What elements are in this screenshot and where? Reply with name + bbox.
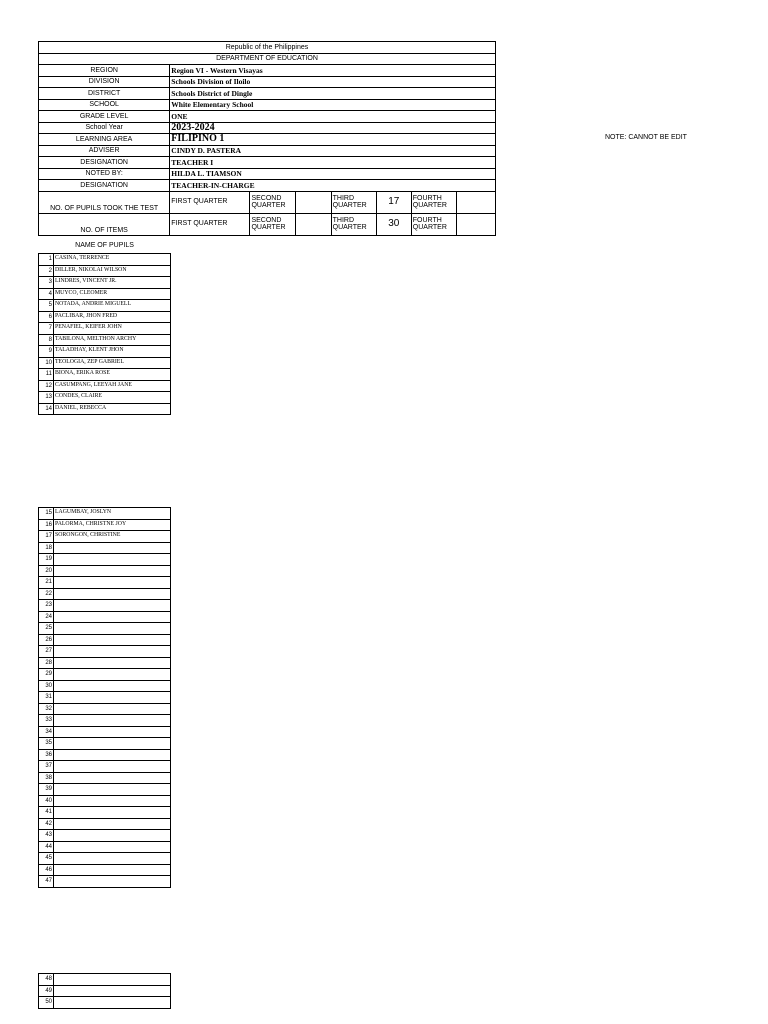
items-third-quarter-label: THIRD QUARTER [331,213,376,235]
pupil-row [39,726,171,738]
designation-label: DESIGNATION [39,157,170,169]
pupil-row [39,346,171,358]
info-row-designation [39,157,496,169]
pupil-name-cell[interactable] [54,841,171,853]
pupil-number: 4 [39,288,54,300]
pupil-name-cell[interactable] [54,600,171,612]
pupil-name-cell[interactable]: TEOLOGIA, ZEP GABRIEL [54,357,171,369]
pupil-number: 49 [39,985,54,997]
pupil-name-cell[interactable] [54,657,171,669]
pupil-number: 41 [39,807,54,819]
pupil-number: 46 [39,864,54,876]
region-label: REGION [39,65,170,77]
pupils-table-page-1 [38,237,171,415]
pupil-name-cell[interactable]: MUYCO, CLEOMER [54,288,171,300]
pupil-name-cell[interactable] [54,611,171,623]
pupil-row [39,265,171,277]
pupils-table-page-3 [38,973,171,1009]
pupil-number: 6 [39,311,54,323]
pupil-number: 29 [39,669,54,681]
pupil-number: 42 [39,818,54,830]
pupil-row [39,997,171,1009]
pupil-number: 7 [39,323,54,335]
division-value[interactable]: Schools Division of Iloilo [170,76,496,88]
pupil-name-cell[interactable]: SORONGON, CHRISTINE [54,531,171,543]
info-row-region [39,65,496,77]
pupil-name-cell[interactable] [54,974,171,986]
pupil-number: 33 [39,715,54,727]
pupil-name-cell[interactable] [54,565,171,577]
pupil-number: 39 [39,784,54,796]
pupil-number: 40 [39,795,54,807]
pupil-number: 15 [39,508,54,520]
pupil-number: 1 [39,254,54,266]
took-test-second-quarter-label: SECOND QUARTER [250,191,295,213]
pupil-row [39,974,171,986]
pupil-name-cell[interactable] [54,864,171,876]
pupil-row [39,703,171,715]
pupil-number: 8 [39,334,54,346]
pupil-name-cell[interactable]: BIONA, ERIKA ROSE [54,369,171,381]
pupil-name-cell[interactable]: PALORMA, CHRISTNE JOY [54,519,171,531]
pupil-row [39,634,171,646]
division-label: DIVISION [39,76,170,88]
pupil-row [39,692,171,704]
pupil-row [39,300,171,312]
school-label: SCHOOL [39,99,170,111]
pupil-number: 45 [39,853,54,865]
pupil-name-cell[interactable] [54,726,171,738]
pupil-row [39,715,171,727]
info-row-school [39,99,496,111]
pupil-name-cell[interactable] [54,703,171,715]
pupil-number: 43 [39,830,54,842]
pupils-table-page-2 [38,507,171,888]
took-test-fourth-quarter-value[interactable] [456,191,495,213]
pupil-number: 44 [39,841,54,853]
pupil-row [39,311,171,323]
school-info-body [39,42,496,236]
pupil-name-cell[interactable] [54,680,171,692]
pupil-name-cell[interactable]: LINDRES, VINCENT JR. [54,277,171,289]
pupil-number: 18 [39,542,54,554]
pupil-name-cell[interactable] [54,588,171,600]
pupil-number: 9 [39,346,54,358]
pupil-name-cell[interactable] [54,669,171,681]
pupil-number: 5 [39,300,54,312]
pupil-row [39,795,171,807]
pupil-row [39,738,171,750]
pupil-name-cell[interactable] [54,577,171,589]
pupil-name-cell[interactable]: CASINA, TERRENCE [54,254,171,266]
pupil-row [39,680,171,692]
pupil-row [39,565,171,577]
pupil-name-cell[interactable]: TABILONA, MELTHON ARCHY [54,334,171,346]
pupil-row [39,577,171,589]
info-row-district [39,88,496,100]
pupil-number: 3 [39,277,54,289]
pupil-row [39,519,171,531]
pupil-number: 10 [39,357,54,369]
pupil-number: 37 [39,761,54,773]
pupil-number: 16 [39,519,54,531]
pupil-number: 11 [39,369,54,381]
adviser-label: ADVISER [39,145,170,157]
pupils-header: NAME OF PUPILS [39,237,171,254]
learning-area-value[interactable]: FILIPINO 1 [170,134,496,146]
pupil-number: 12 [39,380,54,392]
adviser-value[interactable]: CINDY D. PASTERA [170,145,496,157]
pupil-name-cell[interactable]: DANIEL, REBECCA [54,403,171,415]
pupil-row [39,853,171,865]
took-test-second-quarter-value[interactable] [295,191,331,213]
pupil-number: 17 [39,531,54,543]
pupil-row [39,761,171,773]
pupil-name-cell[interactable]: PENAFIEL, KEIFER JOHN [54,323,171,335]
pupil-number: 26 [39,634,54,646]
pupil-number: 13 [39,392,54,404]
pupil-row [39,392,171,404]
items-fourth-quarter-label: FOURTH QUARTER [411,213,456,235]
pupil-number: 24 [39,611,54,623]
info-row-learning-area [39,134,496,146]
pupil-row [39,277,171,289]
pupil-name-cell[interactable] [54,749,171,761]
pupils-body-page-2 [39,508,171,888]
info-row-designation-2 [39,180,496,192]
took-test-label: NO. OF PUPILS TOOK THE TEST [39,191,170,213]
pupil-row [39,288,171,300]
pupil-row [39,600,171,612]
designation-2-label: DESIGNATION [39,180,170,192]
pupil-row [39,818,171,830]
grade-level-label: GRADE LEVEL [39,111,170,123]
pupil-number: 30 [39,680,54,692]
pupil-row [39,323,171,335]
pupil-number: 35 [39,738,54,750]
items-third-quarter-value[interactable]: 30 [376,213,411,235]
pupil-name-cell[interactable] [54,623,171,635]
pupil-row [39,369,171,381]
pupil-name-cell[interactable] [54,761,171,773]
pupils-body-page-1 [39,237,171,415]
pupil-row [39,830,171,842]
noted-by-value[interactable]: HILDA L. TIAMSON [170,168,496,180]
pupil-name-cell[interactable] [54,853,171,865]
pupil-name-cell[interactable]: CONDES, CLAIRE [54,392,171,404]
grade-level-value[interactable]: ONE [170,111,496,123]
pupil-row [39,254,171,266]
designation-value[interactable]: TEACHER I [170,157,496,169]
district-value[interactable]: Schools District of Dingle [170,88,496,100]
took-test-first-quarter-label: FIRST QUARTER [170,191,250,213]
pupil-number: 19 [39,554,54,566]
pupil-number: 28 [39,657,54,669]
pupil-name-cell[interactable] [54,795,171,807]
pupil-name-cell[interactable] [54,542,171,554]
pupil-number: 48 [39,974,54,986]
pupil-name-cell[interactable]: CASUMPANG, LEEYAH JANE [54,380,171,392]
pupil-name-cell[interactable] [54,807,171,819]
pupil-number: 50 [39,997,54,1009]
pupil-number: 23 [39,600,54,612]
pupil-row [39,657,171,669]
items-second-quarter-label: SECOND QUARTER [250,213,295,235]
info-row-grade [39,111,496,123]
pupil-row [39,646,171,658]
pupil-row [39,554,171,566]
info-row-noted-by [39,168,496,180]
took-test-third-quarter-value[interactable]: 17 [376,191,411,213]
pupil-name-cell[interactable]: PACLIBAR, JHON FRED [54,311,171,323]
pupil-number: 27 [39,646,54,658]
pupil-name-cell[interactable] [54,818,171,830]
pupil-row [39,542,171,554]
pupil-row [39,380,171,392]
pupil-number: 14 [39,403,54,415]
pupil-row [39,623,171,635]
department-title: DEPARTMENT OF EDUCATION [39,53,496,65]
pupil-row [39,749,171,761]
pupil-number: 25 [39,623,54,635]
items-fourth-quarter-value[interactable] [456,213,495,235]
pupil-number: 32 [39,703,54,715]
pupil-name-cell[interactable] [54,997,171,1009]
items-row [39,213,496,235]
noted-by-label: NOTED BY: [39,168,170,180]
info-row-school-year [39,122,496,134]
took-test-fourth-quarter-label: FOURTH QUARTER [411,191,456,213]
school-value[interactable]: White Elementary School [170,99,496,111]
pupil-row [39,784,171,796]
took-test-third-quarter-label: THIRD QUARTER [331,191,376,213]
pupil-row [39,508,171,520]
pupil-number: 47 [39,876,54,888]
pupil-number: 38 [39,772,54,784]
pupil-name-cell[interactable] [54,738,171,750]
pupil-name-cell[interactable]: DILLER, NIKOLAI WILSON [54,265,171,277]
pupil-row [39,403,171,415]
pupil-row [39,864,171,876]
pupil-row [39,807,171,819]
pupil-row [39,588,171,600]
pupil-name-cell[interactable] [54,646,171,658]
pupil-number: 34 [39,726,54,738]
school-year-label: School Year [39,122,170,134]
pupil-name-cell[interactable] [54,830,171,842]
learning-area-label: LEARNING AREA [39,134,170,146]
pupil-name-cell[interactable]: NOTADA, ANDRIE MIGUELL [54,300,171,312]
pupils-header-row [39,237,171,254]
took-test-row [39,191,496,213]
pupil-number: 21 [39,577,54,589]
pupil-row [39,772,171,784]
pupil-number: 31 [39,692,54,704]
pupil-row [39,669,171,681]
items-second-quarter-value[interactable] [295,213,331,235]
pupil-name-cell[interactable]: LAGUMBAY, JOSLYN [54,508,171,520]
pupil-name-cell[interactable]: TALADHAY, KLENT JHON [54,346,171,358]
pupil-row [39,985,171,997]
pupil-number: 36 [39,749,54,761]
school-year-value[interactable]: 2023-2024 [170,122,496,134]
pupil-number: 22 [39,588,54,600]
pupil-name-cell[interactable] [54,692,171,704]
items-first-quarter-label: FIRST QUARTER [170,213,250,235]
pupil-row [39,841,171,853]
pupil-name-cell[interactable] [54,985,171,997]
pupil-name-cell[interactable] [54,554,171,566]
pupil-row [39,531,171,543]
pupil-name-cell[interactable] [54,772,171,784]
pupil-row [39,357,171,369]
designation-2-value[interactable]: TEACHER-IN-CHARGE [170,180,496,192]
republic-title: Republic of the Philippines [39,42,496,54]
pupil-number: 20 [39,565,54,577]
pupil-row [39,611,171,623]
info-row-division [39,76,496,88]
pupil-name-cell[interactable] [54,634,171,646]
region-value[interactable]: Region VI - Western Visayas [170,65,496,77]
school-info-table [38,41,496,236]
pupil-number: 2 [39,265,54,277]
items-label: NO. OF ITEMS [39,213,170,235]
pupil-row [39,876,171,888]
pupil-name-cell[interactable] [54,784,171,796]
pupil-row [39,334,171,346]
district-label: DISTRICT [39,88,170,100]
info-row-adviser [39,145,496,157]
pupil-name-cell[interactable] [54,715,171,727]
note-text: NOTE: CANNOT BE EDIT [605,134,687,141]
pupils-body-page-3 [39,974,171,1009]
pupil-name-cell[interactable] [54,876,171,888]
